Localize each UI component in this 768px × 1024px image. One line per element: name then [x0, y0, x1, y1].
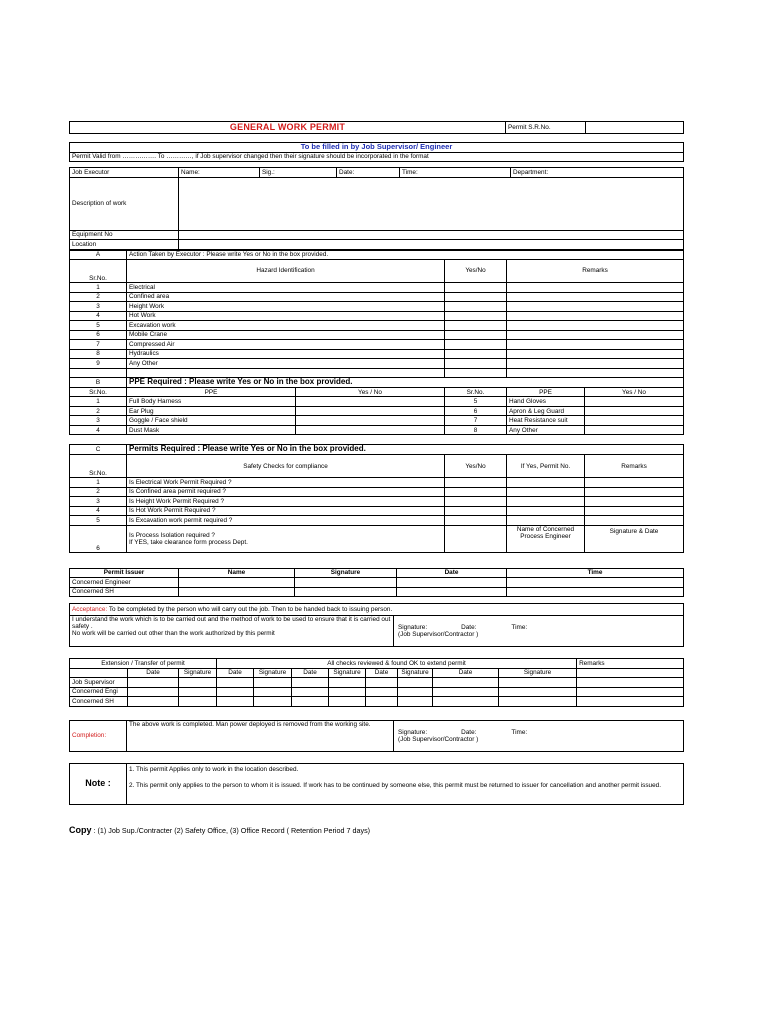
remarks-cell[interactable]	[507, 302, 684, 312]
row-no: 1	[70, 478, 127, 488]
form-subtitle: To be filled in by Job Supervisor/ Engineer	[70, 143, 684, 153]
col-signature: Signature	[179, 668, 217, 678]
hazard-item: Confined area	[127, 292, 445, 302]
ppe-item: Goggle / Face shield	[127, 416, 296, 426]
col-remarks: Remarks	[585, 455, 684, 478]
note-line-1: 1. This permit Applies only to work in the location described.	[129, 765, 299, 773]
col-ppe: PPE	[127, 387, 296, 397]
cell[interactable]	[128, 678, 179, 688]
permit-no-cell[interactable]	[507, 516, 585, 526]
sig-field[interactable]: Sig.:	[260, 168, 337, 178]
col-remarks: Remarks	[507, 260, 684, 283]
yesno-cell[interactable]	[296, 406, 445, 416]
name-field[interactable]: Name:	[179, 168, 260, 178]
cell[interactable]	[179, 687, 217, 697]
signature-date-label: Signature & Date	[585, 525, 684, 552]
row-no: 6	[70, 330, 127, 340]
col-srno: Sr.No.	[445, 387, 507, 397]
time-cell[interactable]	[507, 587, 684, 597]
section-b-heading: PPE Required : Please write Yes or No in the box provided.	[127, 378, 684, 388]
permit-no-cell[interactable]	[507, 478, 585, 488]
permit-no-cell[interactable]	[507, 487, 585, 497]
concerned-engineer-label: Name of Concerned Process Engineer	[507, 525, 585, 552]
col-ppe: PPE	[507, 387, 585, 397]
ppe-item: Ear Plug	[127, 406, 296, 416]
equipment-field[interactable]	[179, 230, 684, 240]
permit-sr-field[interactable]	[586, 122, 684, 134]
issuer-table	[69, 568, 684, 598]
acceptance-line-2: No work will be carried out other than the work authorized by this permit	[72, 630, 275, 638]
cell[interactable]	[128, 697, 179, 707]
row-no: 5	[70, 516, 127, 526]
cell[interactable]	[398, 697, 433, 707]
row-no: 3	[70, 302, 127, 312]
yesno-cell[interactable]	[445, 302, 507, 312]
row-no: 4	[70, 311, 127, 321]
row-no: 2	[70, 292, 127, 302]
cell[interactable]	[433, 697, 499, 707]
col-signature: Signature	[398, 668, 433, 678]
table-row	[70, 302, 684, 312]
cell[interactable]	[292, 697, 329, 707]
row-no: 5	[70, 321, 127, 331]
time-field[interactable]: Time:	[400, 168, 511, 178]
section-b-letter: B	[70, 378, 127, 388]
row-no: 9	[70, 359, 127, 369]
completion-table	[69, 720, 684, 752]
col-yesno: Yes/No	[445, 455, 507, 478]
table-row	[70, 349, 684, 359]
check-item: Is Process Isolation required ?	[129, 531, 215, 539]
cell[interactable]	[398, 687, 433, 697]
acceptance-table	[69, 603, 684, 647]
yesno-cell[interactable]	[296, 397, 445, 407]
yesno-cell[interactable]	[296, 416, 445, 426]
row-no: 6	[445, 406, 507, 416]
table-row	[70, 487, 684, 497]
cell[interactable]	[433, 678, 499, 688]
section-a-table	[69, 250, 684, 378]
col-signature: Signature	[329, 668, 366, 678]
remarks-cell[interactable]	[507, 340, 684, 350]
remarks-cell[interactable]	[585, 478, 684, 488]
ppe-item: Full Body Harness	[127, 397, 296, 407]
yesno-cell[interactable]	[445, 478, 507, 488]
check-item: Is Confined area permit required ?	[127, 487, 445, 497]
extension-role: Concerned Engi	[70, 687, 128, 697]
signature-label: Signature:	[398, 728, 428, 736]
ppe-item: Dust Mask	[127, 425, 296, 435]
section-c-heading: Permits Required : Please write Yes or No in the box provided.	[127, 445, 684, 455]
check-item: Is Hot Work Permit Required ?	[127, 506, 445, 516]
col-name: Name	[179, 568, 295, 578]
job-info-table	[69, 142, 684, 250]
cell[interactable]	[292, 678, 329, 688]
extension-role: Concerned SH	[70, 697, 128, 707]
issuer-role: Concerned SH	[70, 587, 179, 597]
yesno-cell[interactable]	[445, 349, 507, 359]
table-row	[70, 678, 684, 688]
section-a-heading: Action Taken by Executor : Please write Yes or No in the box provided.	[127, 250, 684, 260]
cell[interactable]	[128, 687, 179, 697]
cell[interactable]	[499, 697, 577, 707]
row-no: 8	[70, 349, 127, 359]
cell[interactable]	[329, 687, 366, 697]
remarks-cell[interactable]	[507, 349, 684, 359]
cell[interactable]	[499, 687, 577, 697]
row-no: 1	[70, 283, 127, 293]
yesno-cell[interactable]	[445, 321, 507, 331]
permit-valid-text: Permit Valid from ……………. To …………, if Job supervisor changed then their signature should be incorporated in the format	[70, 152, 684, 162]
header-table	[69, 121, 684, 134]
col-date: Date	[217, 668, 254, 678]
time-label: Time:	[511, 728, 528, 736]
cell[interactable]	[577, 697, 684, 707]
yesno-cell[interactable]	[445, 311, 507, 321]
remarks-cell[interactable]	[585, 497, 684, 507]
all-checks-label: All checks reviewed & found OK to extend permit	[217, 659, 577, 669]
extension-remarks-label: Remarks	[577, 659, 684, 669]
hazard-item: Excavation work	[127, 321, 445, 331]
col-date: Date	[397, 568, 507, 578]
time-label: Time:	[511, 624, 528, 632]
cell[interactable]	[366, 678, 398, 688]
remarks-cell[interactable]	[507, 311, 684, 321]
cell[interactable]	[254, 687, 292, 697]
role-label: (Job Supervisor/Contractor )	[398, 735, 479, 743]
role-label: (Job Supervisor/Contractor )	[398, 631, 479, 639]
cell[interactable]	[179, 678, 217, 688]
date-cell[interactable]	[397, 578, 507, 588]
row-no: 2	[70, 487, 127, 497]
col-signature: Signature	[499, 668, 577, 678]
yesno-cell[interactable]	[585, 406, 684, 416]
cell[interactable]	[366, 687, 398, 697]
row-no: 8	[445, 425, 507, 435]
permit-no-cell[interactable]	[507, 506, 585, 516]
col-time: Time	[507, 568, 684, 578]
table-row	[70, 416, 684, 426]
name-cell[interactable]	[179, 587, 295, 597]
remarks-cell[interactable]	[507, 292, 684, 302]
equipment-label: Equipment No	[70, 230, 179, 240]
cell[interactable]	[366, 697, 398, 707]
row-no: 6	[70, 525, 127, 552]
time-cell[interactable]	[507, 578, 684, 588]
cell[interactable]	[398, 678, 433, 688]
cell[interactable]	[499, 678, 577, 688]
section-c-letter: C	[70, 445, 127, 455]
col-checks: Safety Checks for compliance	[127, 455, 445, 478]
acceptance-label: Acceptance:	[72, 606, 108, 614]
yesno-cell[interactable]	[296, 425, 445, 435]
row-no: 7	[70, 340, 127, 350]
table-row	[70, 311, 684, 321]
copy-label: Copy	[69, 825, 92, 835]
col-yesno: Yes / No	[296, 387, 445, 397]
row-no: 5	[445, 397, 507, 407]
signature-cell[interactable]	[295, 587, 397, 597]
location-label: Location	[70, 240, 179, 250]
department-field[interactable]: Department:	[511, 168, 684, 178]
col-issuer: Permit Issuer	[70, 568, 179, 578]
cell[interactable]	[179, 697, 217, 707]
extension-table	[69, 658, 684, 707]
check-item: Is Excavation work permit required ?	[127, 516, 445, 526]
note-label: Note :	[70, 763, 127, 804]
check-item: Is Height Work Permit Required ?	[127, 497, 445, 507]
col-signature: Signature	[254, 668, 292, 678]
remarks-cell[interactable]	[507, 359, 684, 369]
row-no: 3	[70, 497, 127, 507]
row-no: 1	[70, 397, 127, 407]
completion-label: Completion:	[70, 720, 127, 751]
col-srno: Sr.No.	[70, 260, 127, 283]
ppe-item: Any Other	[507, 425, 585, 435]
cell[interactable]	[292, 687, 329, 697]
section-a-letter: A	[70, 250, 127, 260]
remarks-cell[interactable]	[507, 283, 684, 293]
hazard-item: Electrical	[127, 283, 445, 293]
completion-text: The above work is completed. Man power deployed is removed from the working site.	[127, 720, 394, 751]
yesno-cell[interactable]	[445, 340, 507, 350]
col-hazard: Hazard Identification	[127, 260, 445, 283]
remarks-cell[interactable]	[585, 487, 684, 497]
copy-footer	[69, 825, 370, 835]
table-row	[70, 506, 684, 516]
note-line-2: 2. This permit only applies to the person to whom it is issued. If work has to be continued by someone else, this permit must be returned to issuer for cancellation and another permit issued.	[129, 781, 661, 789]
cell[interactable]	[577, 678, 684, 688]
date-cell[interactable]	[397, 587, 507, 597]
cell[interactable]	[433, 687, 499, 697]
table-row	[70, 578, 684, 588]
col-srno: Sr.No.	[70, 455, 127, 478]
yesno-cell[interactable]	[445, 283, 507, 293]
cell[interactable]	[217, 687, 254, 697]
yesno-cell[interactable]	[585, 416, 684, 426]
hazard-item: Height Work	[127, 302, 445, 312]
yesno-cell[interactable]	[445, 292, 507, 302]
col-date: Date	[366, 668, 398, 678]
signature-label: Signature:	[398, 624, 428, 632]
section-c-table	[69, 444, 684, 552]
table-row	[70, 697, 684, 707]
table-row	[70, 497, 684, 507]
cell[interactable]	[254, 697, 292, 707]
table-row	[70, 340, 684, 350]
remarks-cell[interactable]	[585, 516, 684, 526]
cell[interactable]	[329, 697, 366, 707]
col-permit-no: If Yes, Permit No.	[507, 455, 585, 478]
cell[interactable]	[577, 687, 684, 697]
cell[interactable]	[217, 697, 254, 707]
extension-role: Job Supervisor	[70, 678, 128, 688]
table-row	[70, 397, 684, 407]
col-date: Date	[292, 668, 329, 678]
copy-text: : (1) Job Sup./Contracter (2) Safety Office, (3) Office Record ( Retention Period 7 days)	[93, 826, 371, 835]
hazard-item: Hot Work	[127, 311, 445, 321]
col-srno: Sr.No.	[70, 387, 127, 397]
remarks-cell[interactable]	[507, 321, 684, 331]
table-row	[70, 330, 684, 340]
table-row	[70, 359, 684, 369]
work-permit-form	[69, 121, 683, 805]
remarks-cell[interactable]	[585, 506, 684, 516]
table-row	[70, 525, 684, 552]
table-row	[70, 283, 684, 293]
note-table	[69, 763, 684, 805]
description-label: Description of work	[70, 177, 179, 230]
description-field[interactable]	[179, 177, 684, 230]
yesno-cell[interactable]	[585, 397, 684, 407]
remarks-cell[interactable]	[507, 330, 684, 340]
ppe-item: Heat Resistance suit	[507, 416, 585, 426]
col-date: Date	[433, 668, 499, 678]
check-item-note: If YES, take clearance form process Dept.	[129, 538, 248, 546]
check-item: Is Electrical Work Permit Required ?	[127, 478, 445, 488]
table-row	[70, 587, 684, 597]
form-title: GENERAL WORK PERMIT	[70, 122, 506, 134]
hazard-item: Mobile Crane	[127, 330, 445, 340]
acceptance-text: To be completed by the person who will carry out the job. Then to be handed back to issuing person.	[108, 606, 393, 614]
yesno-cell[interactable]	[445, 506, 507, 516]
ppe-item: Apron & Leg Guard	[507, 406, 585, 416]
table-row	[70, 292, 684, 302]
signature-cell[interactable]	[295, 578, 397, 588]
permit-no-cell[interactable]	[507, 497, 585, 507]
yesno-cell[interactable]	[445, 516, 507, 526]
hazard-item: Hydraulics	[127, 349, 445, 359]
name-cell[interactable]	[179, 578, 295, 588]
col-yesno: Yes/No	[445, 260, 507, 283]
hazard-item: Compressed Air	[127, 340, 445, 350]
table-row	[70, 425, 684, 435]
yesno-cell[interactable]	[445, 525, 507, 552]
row-no: 3	[70, 416, 127, 426]
table-row	[70, 321, 684, 331]
date-field[interactable]: Date:	[337, 168, 400, 178]
date-label: Date:	[461, 728, 477, 736]
col-date: Date	[128, 668, 179, 678]
table-row	[70, 687, 684, 697]
yesno-cell[interactable]	[445, 487, 507, 497]
table-row	[70, 516, 684, 526]
location-field[interactable]	[179, 240, 684, 250]
date-label: Date:	[461, 624, 477, 632]
row-no: 2	[70, 406, 127, 416]
yesno-cell[interactable]	[445, 330, 507, 340]
row-no: 7	[445, 416, 507, 426]
issuer-role: Concerned Engineer	[70, 578, 179, 588]
cell[interactable]	[217, 678, 254, 688]
permit-sr-label: Permit S.R.No.	[506, 122, 586, 134]
cell[interactable]	[329, 678, 366, 688]
table-row	[70, 406, 684, 416]
col-signature: Signature	[295, 568, 397, 578]
section-b-table	[69, 377, 684, 435]
job-executor-label: Job Executor	[70, 168, 179, 178]
ppe-item: Hand Gloves	[507, 397, 585, 407]
col-yesno: Yes / No	[585, 387, 684, 397]
yesno-cell[interactable]	[585, 425, 684, 435]
hazard-item: Any Other	[127, 359, 445, 369]
row-no: 4	[70, 425, 127, 435]
table-row	[70, 478, 684, 488]
row-no: 4	[70, 506, 127, 516]
cell[interactable]	[254, 678, 292, 688]
extension-title: Extension / Transfer of permit	[70, 659, 217, 669]
yesno-cell[interactable]	[445, 359, 507, 369]
acceptance-line-1: I understand the work which is to be carried out and the method of work to be used to ensure that it is carried out safety .	[72, 616, 391, 631]
yesno-cell[interactable]	[445, 497, 507, 507]
